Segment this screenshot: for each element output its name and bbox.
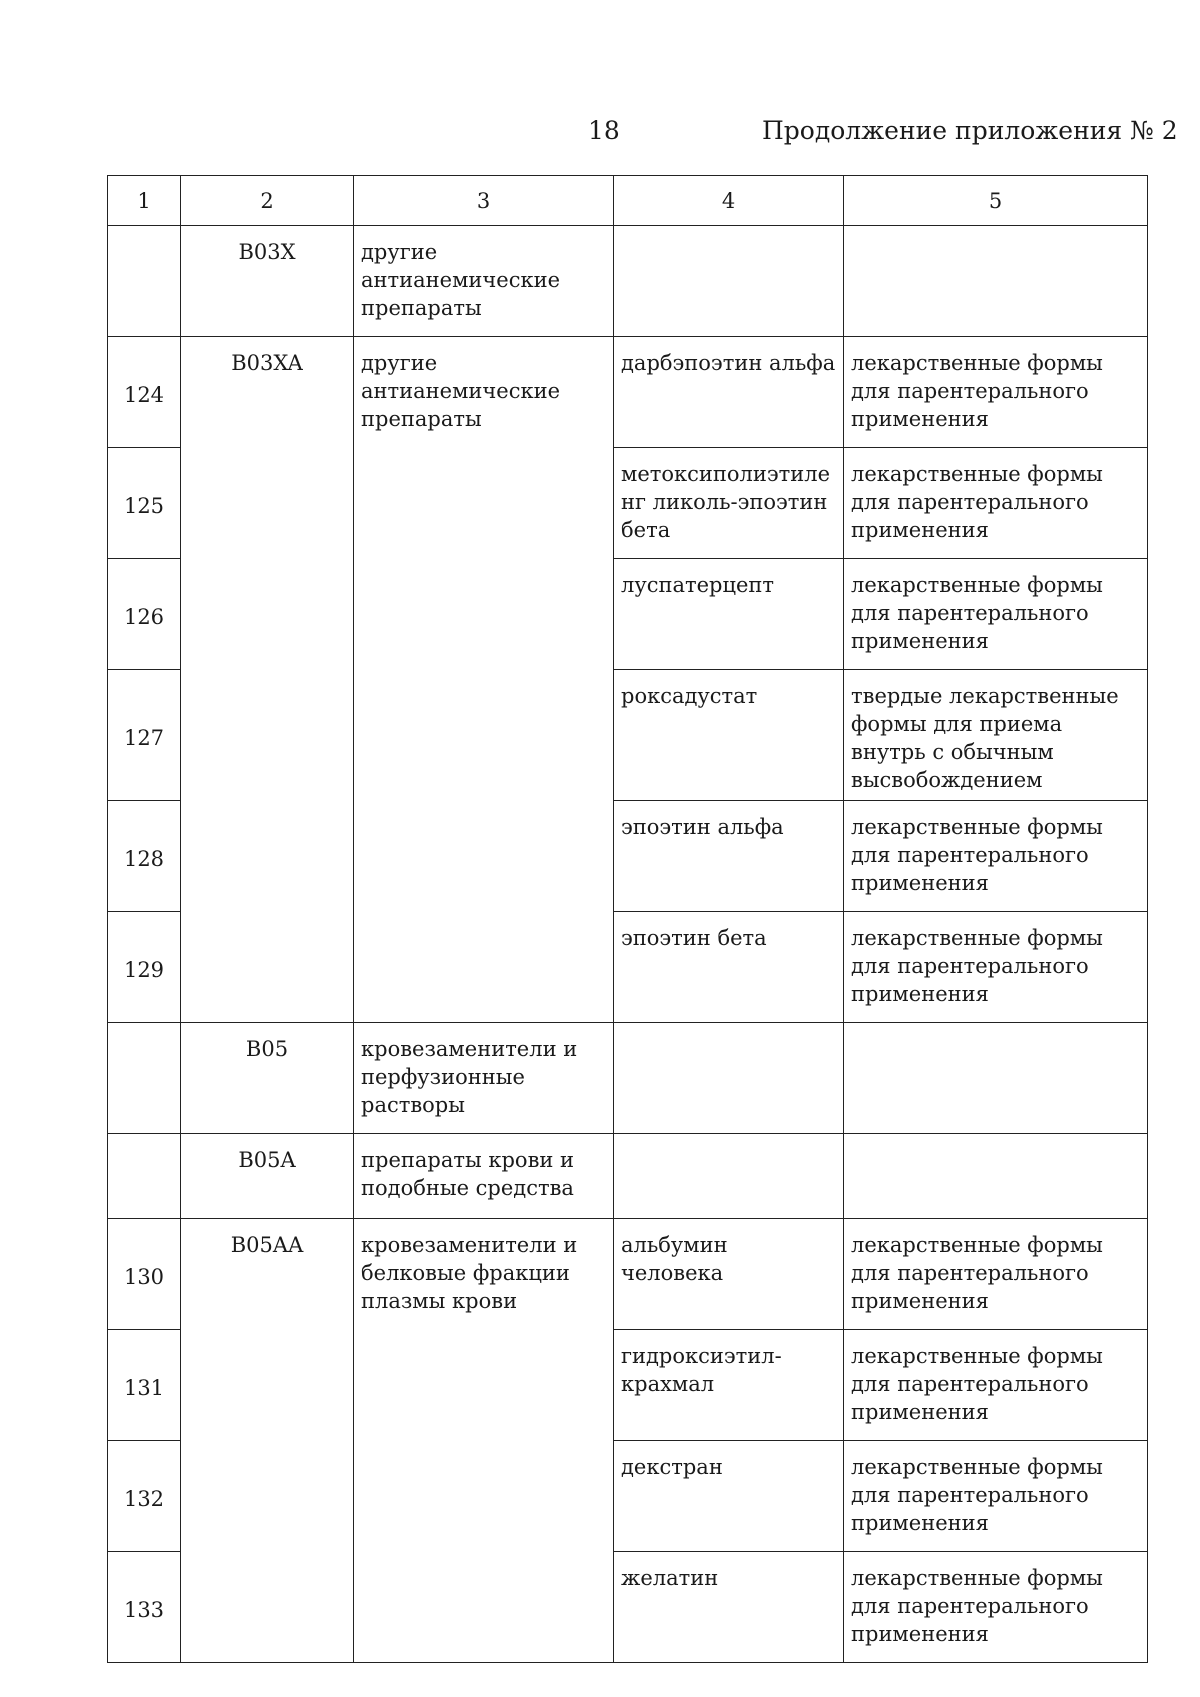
dosage-form-cell: твердые лекарственные формы для приема внутрь с обычным высвобождением xyxy=(844,670,1148,801)
atc-code-cell: B05A xyxy=(181,1134,354,1219)
table-row xyxy=(108,1219,1148,1330)
row-number-cell xyxy=(108,1134,181,1219)
dosage-form-cell: лекарственные формы для парентерального применения xyxy=(844,448,1148,559)
dosage-form-cell: лекарственные формы для парентерального применения xyxy=(844,801,1148,912)
atc-group-name-cell: другие антианемические препараты xyxy=(354,226,614,337)
atc-code-cell: B05 xyxy=(181,1023,354,1134)
drug-list-table xyxy=(107,175,1148,1663)
drug-name-cell: желатин xyxy=(614,1552,844,1663)
drug-name-cell: метоксиполиэтиленг ликоль-эпоэтин бета xyxy=(614,448,844,559)
atc-group-name-cell: препараты крови и подобные средства xyxy=(354,1134,614,1219)
drug-name-cell: дарбэпоэтин альфа xyxy=(614,337,844,448)
row-number-cell: 129 xyxy=(108,912,181,1023)
drug-name-cell xyxy=(614,226,844,337)
dosage-form-cell xyxy=(844,226,1148,337)
row-number-cell xyxy=(108,1023,181,1134)
atc-group-name-cell: другие антианемические препараты xyxy=(354,337,614,1023)
row-number-cell: 126 xyxy=(108,559,181,670)
column-header: 2 xyxy=(181,176,354,226)
drug-name-cell xyxy=(614,1134,844,1219)
dosage-form-cell: лекарственные формы для парентерального применения xyxy=(844,1441,1148,1552)
atc-code-cell: B05AA xyxy=(181,1219,354,1663)
table-row xyxy=(108,337,1148,448)
dosage-form-cell: лекарственные формы для парентерального применения xyxy=(844,559,1148,670)
row-number-cell: 130 xyxy=(108,1219,181,1330)
column-header: 5 xyxy=(844,176,1148,226)
table-header-row xyxy=(108,176,1148,226)
row-number-cell: 131 xyxy=(108,1330,181,1441)
atc-code-cell: B03X xyxy=(181,226,354,337)
drug-name-cell: роксадустат xyxy=(614,670,844,801)
appendix-continuation-title: Продолжение приложения № 2 xyxy=(762,116,1178,145)
drug-name-cell: гидроксиэтил-крахмал xyxy=(614,1330,844,1441)
dosage-form-cell xyxy=(844,1134,1148,1219)
drug-name-cell: декстран xyxy=(614,1441,844,1552)
drug-name-cell xyxy=(614,1023,844,1134)
table-row xyxy=(108,226,1148,337)
dosage-form-cell: лекарственные формы для парентерального применения xyxy=(844,337,1148,448)
row-number-cell: 132 xyxy=(108,1441,181,1552)
row-number-cell xyxy=(108,226,181,337)
row-number-cell: 127 xyxy=(108,670,181,801)
row-number-cell: 125 xyxy=(108,448,181,559)
page-number: 18 xyxy=(588,116,620,145)
atc-code-cell: B03XA xyxy=(181,337,354,1023)
atc-group-name-cell: кровезаменители и перфузионные растворы xyxy=(354,1023,614,1134)
column-header: 4 xyxy=(614,176,844,226)
dosage-form-cell xyxy=(844,1023,1148,1134)
dosage-form-cell: лекарственные формы для парентерального применения xyxy=(844,912,1148,1023)
atc-group-name-cell: кровезаменители и белковые фракции плазмы крови xyxy=(354,1219,614,1663)
table-row xyxy=(108,1134,1148,1219)
column-header: 3 xyxy=(354,176,614,226)
table-row xyxy=(108,1023,1148,1134)
drug-name-cell: луспатерцепт xyxy=(614,559,844,670)
column-header: 1 xyxy=(108,176,181,226)
dosage-form-cell: лекарственные формы для парентерального применения xyxy=(844,1552,1148,1663)
row-number-cell: 124 xyxy=(108,337,181,448)
dosage-form-cell: лекарственные формы для парентерального применения xyxy=(844,1219,1148,1330)
dosage-form-cell: лекарственные формы для парентерального применения xyxy=(844,1330,1148,1441)
row-number-cell: 133 xyxy=(108,1552,181,1663)
row-number-cell: 128 xyxy=(108,801,181,912)
drug-name-cell: эпоэтин альфа xyxy=(614,801,844,912)
drug-name-cell: альбумин человека xyxy=(614,1219,844,1330)
drug-name-cell: эпоэтин бета xyxy=(614,912,844,1023)
